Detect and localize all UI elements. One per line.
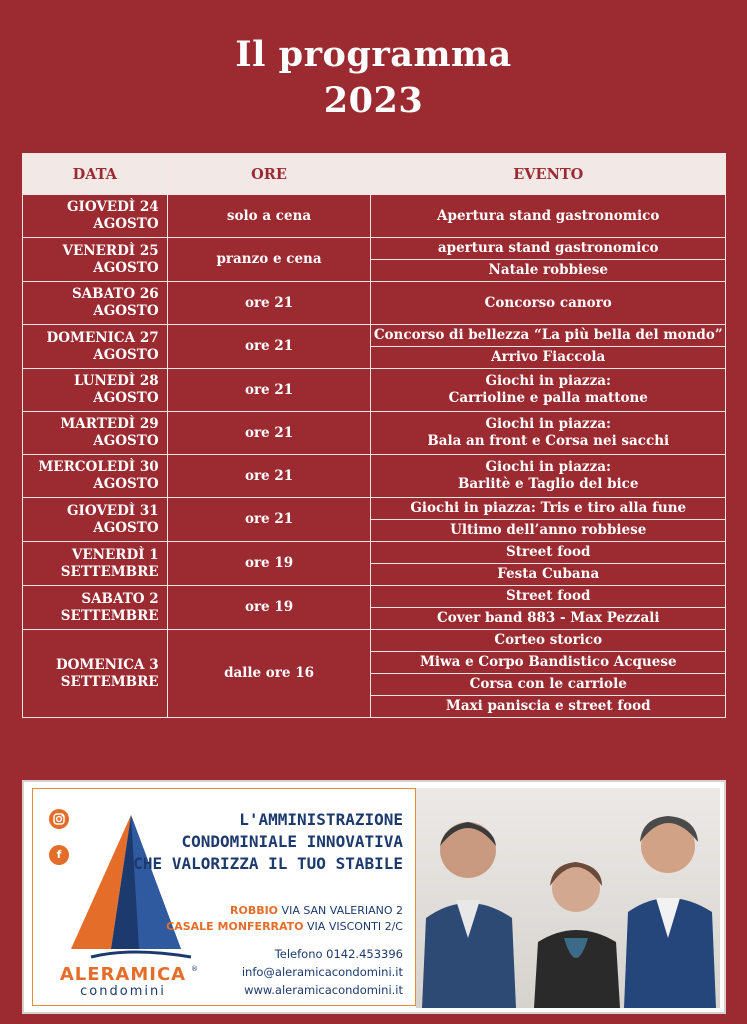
table-row (23, 630, 726, 652)
date-day: VENERDÌ 1 (71, 546, 159, 563)
date-month: AGOSTO (93, 519, 159, 536)
date-month: AGOSTO (93, 346, 159, 363)
advertisement (22, 780, 726, 1014)
date-day: VENERDÌ 25 (62, 242, 159, 259)
date-month: SETTEMBRE (60, 607, 159, 624)
brand-name: ALERAMICA (59, 964, 187, 985)
address-street: VIA SAN VALERIANO 2 (281, 904, 403, 917)
table-row (23, 498, 726, 520)
event-cell: Corsa con le carriole (371, 674, 726, 696)
hours-cell: ore 19 (167, 586, 371, 630)
address-city: ROBBIO (230, 904, 279, 917)
date-cell (23, 498, 168, 542)
slogan-line: L'AMMINISTRAZIONE (239, 810, 403, 829)
event-cell: Street food (371, 586, 726, 608)
event-cell: apertura stand gastronomico (371, 238, 726, 260)
date-month: AGOSTO (93, 259, 159, 276)
event-cell: Ultimo dell’anno robbiese (371, 520, 726, 542)
date-cell (23, 412, 168, 455)
date-day: MARTEDÌ 29 (60, 416, 159, 432)
event-line: Giochi in piazza: (485, 416, 612, 432)
date-month: SETTEMBRE (60, 673, 159, 690)
table-row (23, 195, 726, 238)
event-cell (371, 412, 726, 455)
phone-text: Telefono 0142.453396 (274, 947, 403, 961)
table-row (23, 238, 726, 260)
event-cell: Street food (371, 542, 726, 564)
hours-cell: ore 21 (167, 498, 371, 542)
event-cell: Miwa e Corpo Bandistico Acquese (371, 652, 726, 674)
event-line: Giochi in piazza: (485, 373, 612, 389)
table-row (23, 412, 726, 455)
hours-cell: ore 21 (167, 455, 371, 498)
table-row (23, 586, 726, 608)
date-day: GIOVEDÌ 24 (66, 199, 159, 215)
email-link[interactable]: info@aleramicacondomini.it (241, 965, 403, 979)
registered-mark: ® (191, 965, 198, 973)
event-cell: Giochi in piazza: Tris e tiro alla fune (371, 498, 726, 520)
event-cell (371, 455, 726, 498)
event-cell: Concorso canoro (371, 282, 726, 325)
event-cell: Festa Cubana (371, 564, 726, 586)
date-cell (23, 238, 168, 282)
hours-cell: ore 21 (167, 412, 371, 455)
date-cell (23, 369, 168, 412)
date-day: SABATO 2 (81, 590, 159, 607)
address-city: CASALE MONFERRATO (166, 920, 304, 933)
date-month: AGOSTO (93, 390, 159, 406)
date-month: AGOSTO (93, 476, 159, 492)
slogan-line: CONDOMINIALE INNOVATIVA (181, 832, 403, 851)
table-row (23, 455, 726, 498)
hours-cell: pranzo e cena (167, 238, 371, 282)
date-day: GIOVEDÌ 31 (66, 502, 159, 519)
date-month: AGOSTO (93, 216, 159, 232)
date-day: MERCOLEDÌ 30 (38, 459, 159, 475)
event-cell: Natale robbiese (371, 260, 726, 282)
event-line: Bala an front e Corsa nei sacchi (427, 433, 670, 449)
table-row (23, 369, 726, 412)
slogan-line: CHE VALORIZZA IL TUO STABILE (133, 854, 403, 873)
hours-cell: ore 21 (167, 282, 371, 325)
date-cell (23, 586, 168, 630)
date-cell (23, 630, 168, 718)
event-cell: Concorso di bellezza “La più bella del mondo” (371, 325, 726, 347)
event-cell: Cover band 883 - Max Pezzali (371, 608, 726, 630)
event-cell (371, 369, 726, 412)
event-cell: Arrivo Fiaccola (371, 347, 726, 369)
website-link[interactable]: www.aleramicacondomini.it (244, 983, 403, 997)
date-day: LUNEDÌ 28 (73, 373, 159, 389)
ad-addresses (166, 903, 403, 935)
header-event: EVENTO (371, 154, 726, 195)
date-month: AGOSTO (93, 433, 159, 449)
hours-cell: ore 21 (167, 369, 371, 412)
date-month: AGOSTO (93, 303, 159, 319)
header-date: DATA (23, 154, 168, 195)
facebook-icon[interactable]: f (49, 845, 69, 865)
date-cell (23, 282, 168, 325)
date-month: SETTEMBRE (60, 563, 159, 580)
event-line: Barlitè e Taglio del bice (457, 476, 639, 492)
ad-panel (32, 788, 416, 1006)
header-hours: ORE (167, 154, 371, 195)
event-cell: Apertura stand gastronomico (371, 195, 726, 238)
team-photo (416, 788, 720, 1008)
date-cell (23, 542, 168, 586)
date-day: DOMENICA 3 (55, 656, 159, 673)
hours-cell: solo a cena (167, 195, 371, 238)
date-day: SABATO 26 (71, 286, 159, 302)
event-line: Giochi in piazza: (485, 459, 612, 475)
date-cell (23, 195, 168, 238)
schedule-table (22, 153, 726, 718)
hours-cell: ore 19 (167, 542, 371, 586)
table-row (23, 282, 726, 325)
event-line: Carrioline e palla mattone (448, 390, 648, 406)
page-title (0, 32, 747, 124)
event-cell: Maxi paniscia e street food (371, 696, 726, 718)
address-street: VIA VISCONTI 2/C (307, 920, 403, 933)
title-line-1: Il programma (235, 34, 512, 75)
event-cell: Corteo storico (371, 630, 726, 652)
ad-contacts (242, 945, 403, 999)
ad-slogan (133, 809, 403, 875)
table-header-row (23, 154, 726, 195)
hours-cell: ore 21 (167, 325, 371, 369)
table-row (23, 325, 726, 347)
date-cell (23, 455, 168, 498)
date-day: DOMENICA 27 (46, 329, 159, 346)
date-cell (23, 325, 168, 369)
table-row (23, 542, 726, 564)
brand-subtitle: condomini (80, 984, 166, 999)
hours-cell: dalle ore 16 (167, 630, 371, 718)
title-line-2: 2023 (323, 80, 424, 121)
